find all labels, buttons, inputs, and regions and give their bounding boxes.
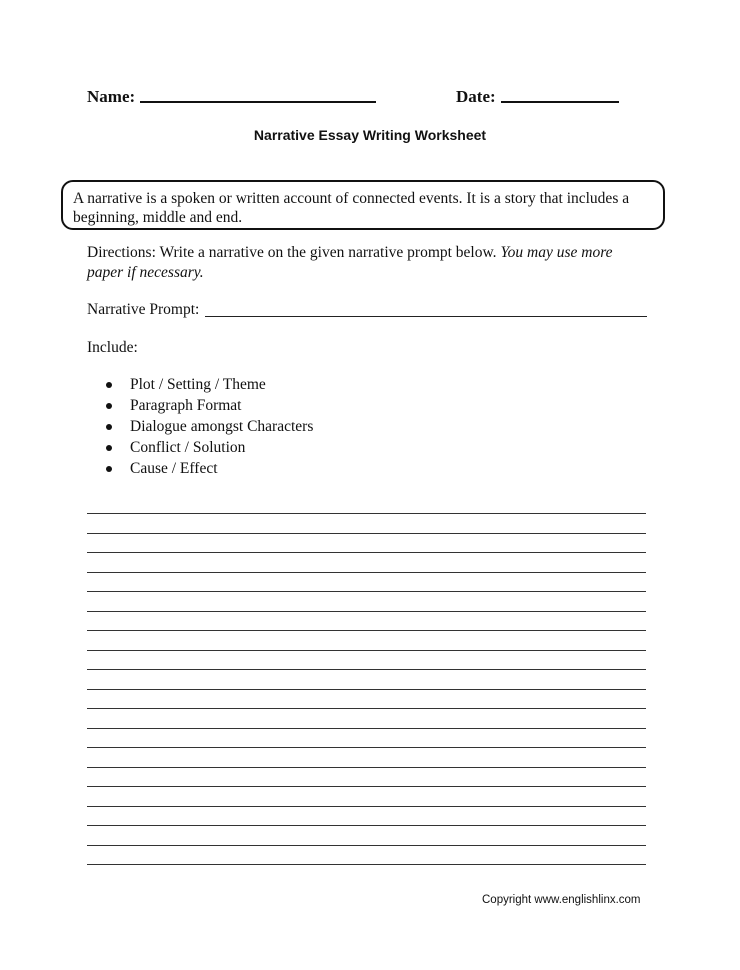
writing-line[interactable] — [87, 708, 646, 709]
bullet-icon — [106, 424, 112, 430]
writing-line[interactable] — [87, 591, 646, 592]
header-row — [87, 86, 647, 112]
name-blank-line[interactable] — [140, 86, 376, 103]
writing-area[interactable] — [87, 513, 646, 884]
intro-box — [61, 180, 665, 230]
name-label: Name: — [87, 87, 136, 106]
directions-text: Directions: Write a narrative on the given narrative prompt below. — [87, 244, 501, 261]
date-blank-line[interactable] — [501, 86, 619, 103]
name-field[interactable] — [87, 86, 376, 107]
writing-line[interactable] — [87, 572, 646, 573]
writing-line[interactable] — [87, 513, 646, 514]
prompt-label: Narrative Prompt: — [87, 301, 200, 318]
writing-line[interactable] — [87, 845, 646, 846]
writing-line[interactable] — [87, 650, 646, 651]
prompt-blank-line[interactable] — [205, 302, 647, 317]
writing-line[interactable] — [87, 669, 646, 670]
include-list — [106, 374, 313, 479]
include-label: Include: — [87, 339, 138, 356]
list-item-text: Cause / Effect — [130, 460, 218, 477]
copyright-text: Copyright www.englishlinx.com — [482, 894, 641, 906]
list-item-text: Paragraph Format — [130, 397, 242, 414]
writing-line[interactable] — [87, 806, 646, 807]
writing-line[interactable] — [87, 689, 646, 690]
writing-line[interactable] — [87, 552, 646, 553]
bullet-icon — [106, 466, 112, 472]
directions — [87, 243, 647, 283]
list-item-text: Conflict / Solution — [130, 439, 246, 456]
prompt-row[interactable] — [87, 301, 647, 319]
bullet-icon — [106, 403, 112, 409]
list-item-text: Plot / Setting / Theme — [130, 376, 266, 393]
list-item-text: Dialogue amongst Characters — [130, 418, 314, 435]
writing-line[interactable] — [87, 747, 646, 748]
worksheet-title: Narrative Essay Writing Worksheet — [253, 127, 487, 143]
bullet-icon — [106, 445, 112, 451]
writing-line[interactable] — [87, 728, 646, 729]
intro-text: A narrative is a spoken or written account of connected events. It is a story that includes a beginning, middle and end. — [73, 190, 630, 226]
writing-line[interactable] — [87, 630, 646, 631]
writing-line[interactable] — [87, 786, 646, 787]
directions-italic-note: You may use more paper if necessary. — [87, 244, 613, 281]
writing-line[interactable] — [87, 825, 646, 826]
list-item — [106, 374, 313, 395]
writing-line[interactable] — [87, 767, 646, 768]
writing-line[interactable] — [87, 533, 646, 534]
list-item — [106, 437, 313, 458]
list-item — [106, 458, 313, 479]
date-label: Date: — [456, 87, 496, 106]
bullet-icon — [106, 382, 112, 388]
list-item — [106, 416, 313, 437]
list-item — [106, 395, 313, 416]
writing-line[interactable] — [87, 611, 646, 612]
writing-line[interactable] — [87, 864, 646, 865]
date-field[interactable] — [456, 86, 619, 107]
